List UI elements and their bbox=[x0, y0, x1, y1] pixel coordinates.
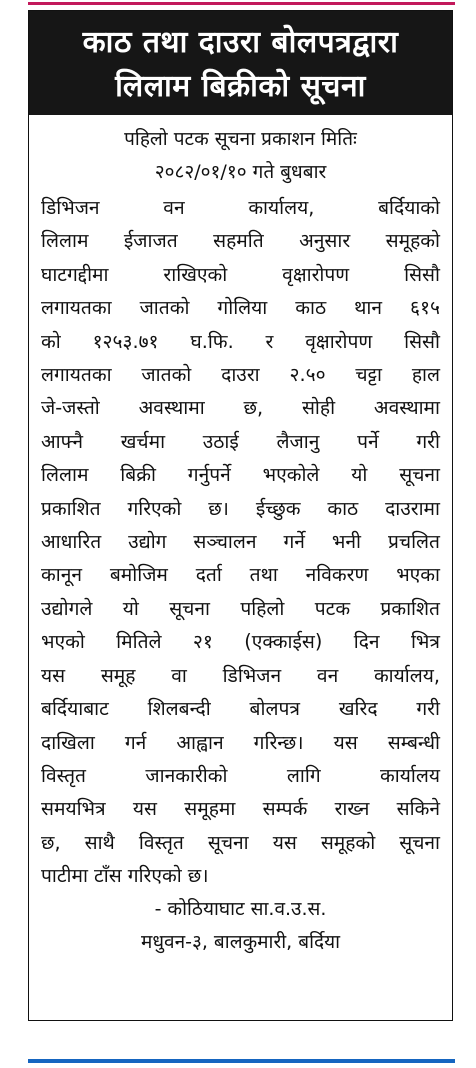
top-divider bbox=[28, 2, 455, 5]
body-line: बर्दियाबाट शिलबन्दी बोलपत्र खरिद गरी bbox=[41, 697, 440, 721]
body-line: घाटगद्दीमा राखिएको वृक्षारोपण सिसौ bbox=[41, 262, 440, 286]
body-line: लगायतका जातको गोलिया काठ थान ६१५ bbox=[41, 296, 440, 320]
notice-title-line-2: लिलाम बिक्रीको सूचना bbox=[115, 69, 366, 104]
body-line: यस समूह वा डिभिजन वन कार्यालय, bbox=[41, 663, 440, 687]
bottom-divider bbox=[28, 1059, 455, 1063]
body-line: लिलाम ईजाजत सहमति अनुसार समूहको bbox=[41, 229, 440, 253]
body-line: आफ्नै खर्चमा उठाई लैजानु पर्ने गरी bbox=[41, 429, 440, 453]
body-line: लिलाम बिक्री गर्नुपर्ने भएकोले यो सूचना bbox=[41, 463, 440, 487]
notice-title-box bbox=[29, 11, 452, 115]
publication-label: पहिलो पटक सूचना प्रकाशन मितिः bbox=[124, 128, 357, 150]
publication-date: २०८२/०१/१० गते बुधबार bbox=[154, 161, 327, 183]
body-line: समयभित्र यस समूहमा सम्पर्क राख्न सकिने bbox=[41, 797, 440, 821]
signature-address: मधुवन-३, बालकुमारी, बर्दिया bbox=[140, 930, 341, 953]
body-line: उद्योगले यो सूचना पहिलो पटक प्रकाशित bbox=[41, 596, 440, 620]
notice-body bbox=[29, 115, 452, 959]
body-line: भएको मितिले २१ (एक्काईस) दिन भित्र bbox=[41, 630, 440, 654]
body-line: दाखिला गर्न आह्वान गरिन्छ। यस सम्बन्धी bbox=[41, 730, 440, 754]
signature-organization: - कोठियाघाट सा.व.उ.स. bbox=[154, 897, 327, 920]
body-line: डिभिजन वन कार्यालय, बर्दियाको bbox=[41, 196, 440, 219]
body-line: प्रकाशित गरिएको छ। ईच्छुक काठ दाउरामा bbox=[41, 496, 440, 520]
notice-title-line-1: काठ तथा दाउरा बोलपत्रद्वारा bbox=[82, 25, 399, 60]
auction-notice bbox=[28, 10, 453, 1021]
notice-paragraph bbox=[41, 191, 440, 893]
body-line: विस्तृत जानकारीको लागि कार्यालय bbox=[41, 763, 440, 787]
body-line: लगायतका जातको दाउरा २.५० चट्टा हाल bbox=[41, 363, 440, 387]
body-line: को १२५३.७१ घ.फि. र वृक्षारोपण सिसौ bbox=[41, 329, 440, 353]
body-line: जे-जस्तो अवस्थामा छ, सोही अवस्थामा bbox=[41, 396, 440, 420]
body-line: आधारित उद्योग सञ्चालन गर्ने भनी प्रचलित bbox=[41, 530, 440, 554]
body-line: कानून बमोजिम दर्ता तथा नविकरण भएका bbox=[41, 563, 440, 587]
body-line: छ, साथै विस्तृत सूचना यस समूहको सूचना bbox=[41, 830, 440, 854]
body-line: पाटीमा टाँस गरिएको छ। bbox=[41, 864, 209, 888]
